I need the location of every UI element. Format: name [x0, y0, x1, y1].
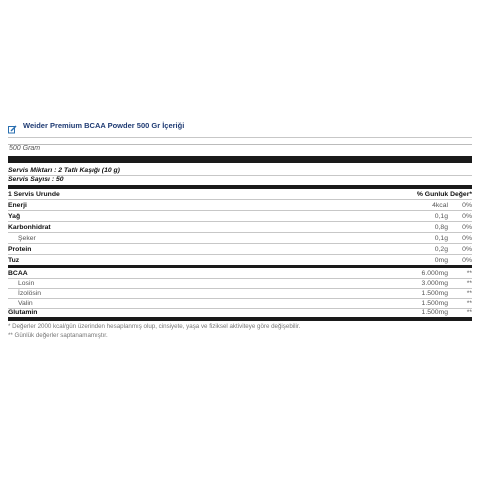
amino-pct: ** [466, 270, 472, 277]
amino-name: Losin [18, 280, 35, 287]
nutrient-name: Protein [8, 246, 32, 253]
amino-row [8, 279, 472, 289]
amino-amount: 1.500mg [421, 300, 448, 307]
edit-icon [8, 121, 17, 130]
nutrient-row [8, 256, 472, 265]
title-divider [8, 137, 472, 138]
thick-divider [8, 185, 472, 189]
thick-divider [8, 265, 472, 268]
amino-row [8, 308, 472, 317]
amino-row [8, 269, 472, 279]
amino-amount: 1.500mg [421, 309, 448, 316]
nutrient-pct: 0% [462, 213, 472, 220]
thick-divider [8, 156, 472, 163]
footnote: ** Günlük değerler saptanamamıştır. [8, 332, 108, 339]
nutrient-pct: 0% [462, 246, 472, 253]
nutrient-pct: 0% [462, 257, 472, 264]
nutrient-amount: 0,8g [434, 224, 448, 231]
net-weight: 500 Gram [8, 144, 472, 157]
nutrient-amount: 0,2g [434, 246, 448, 253]
amino-pct: ** [466, 290, 472, 297]
amino-amount: 3.000mg [421, 280, 448, 287]
nutrient-name: Şeker [18, 235, 36, 242]
nutrient-name: Tuz [8, 257, 20, 264]
nutrient-amount: 4kcal [432, 202, 448, 209]
serving-size-text: Servis Miktarı : 2 Tatlı Kaşığı (10 g) [8, 167, 120, 174]
amino-pct: ** [466, 280, 472, 287]
nutrient-row [8, 223, 472, 233]
serving-count [8, 175, 472, 184]
amino-amount: 1.500mg [421, 290, 448, 297]
amino-pct: ** [466, 300, 472, 307]
amino-name: Glutamin [8, 309, 38, 316]
thick-divider [8, 317, 472, 321]
amino-amount: 6.000mg [421, 270, 448, 277]
table-header-left: 1 Servis Urunde [8, 191, 60, 198]
serving-count-text: Servis Sayısı : 50 [8, 176, 64, 183]
amino-name: Valin [18, 300, 33, 307]
nutrient-row [8, 201, 472, 211]
nutrient-pct: 0% [462, 202, 472, 209]
nutrient-name: Enerji [8, 202, 27, 209]
table-header [8, 190, 472, 200]
nutrient-row [8, 212, 472, 222]
nutrient-amount: 0mg [434, 257, 448, 264]
footnote: * Değerler 2000 kcal/gün üzerinden hesaplanmış olup, cinsiyete, yaşa ve fiziksel aktiviteye göre değişebilir. [8, 323, 301, 330]
nutrient-row [8, 245, 472, 255]
amino-name: İzolösin [18, 290, 42, 297]
nutrient-amount: 0,1g [434, 213, 448, 220]
nutrient-pct: 0% [462, 224, 472, 231]
table-header-right: % Gunluk Değer* [416, 191, 472, 198]
amino-row [8, 289, 472, 299]
nutrient-name: Karbonhidrat [8, 224, 51, 231]
page-title: Weider Premium BCAA Powder 500 Gr İçeriği [23, 121, 185, 130]
amino-pct: ** [466, 309, 472, 316]
amino-name: BCAA [8, 270, 28, 277]
nutrient-name: Yağ [8, 213, 21, 220]
nutrient-amount: 0,1g [434, 235, 448, 242]
title-row [8, 121, 184, 130]
nutrient-row [8, 234, 472, 244]
nutrient-pct: 0% [462, 235, 472, 242]
